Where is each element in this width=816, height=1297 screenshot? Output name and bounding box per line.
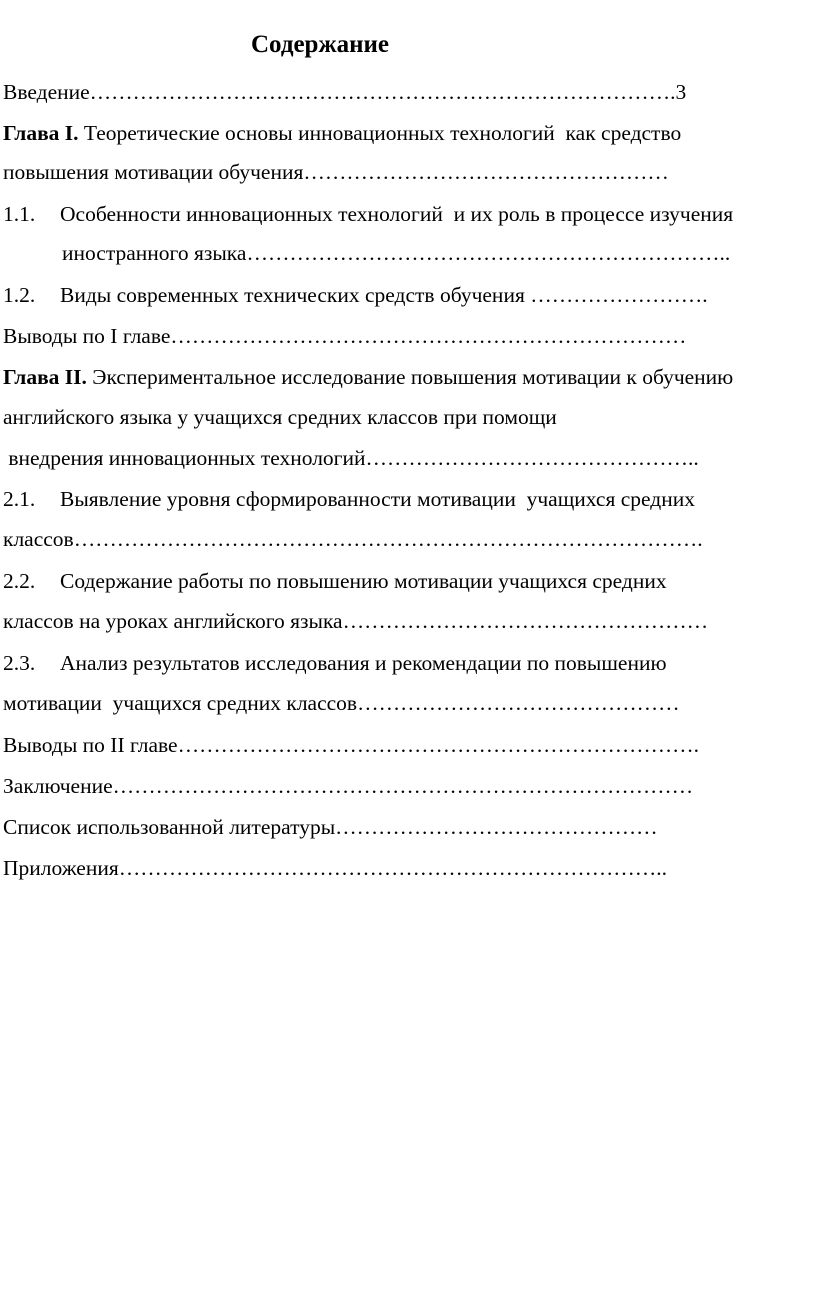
section-2-2-number: 2.2. <box>3 569 36 593</box>
page-title: Содержание <box>250 31 389 58</box>
toc-section-1-2 <box>3 280 708 310</box>
section-2-1-number: 2.1. <box>3 487 36 511</box>
toc-section-2-2-cont: классов на уроках английского языка…………………………………………… <box>3 609 709 633</box>
toc-chapter-1 <box>3 118 681 148</box>
toc-references: Список использованной литературы……………………………………… <box>3 815 658 839</box>
toc-intro: Введение……………………………………………………………………….3 <box>3 80 687 104</box>
toc-conclusions-1: Выводы по I главе……………………………………………………………… <box>3 324 687 348</box>
toc-chapter-2-cont-2: внедрения инновационных технологий……………………………………….. <box>3 446 699 470</box>
toc-section-2-3 <box>3 648 667 678</box>
chapter-1-title: Теоретические основы инновационных технологий как средство <box>78 121 682 145</box>
section-1-1-number: 1.1. <box>3 202 36 226</box>
section-2-1-title: Выявление уровня сформированности мотивации учащихся средних <box>60 487 695 511</box>
section-1-2-title: Виды современных технических средств обучения ……………………. <box>60 283 708 307</box>
chapter-2-label: Глава II. <box>3 365 87 389</box>
section-2-3-number: 2.3. <box>3 651 36 675</box>
toc-section-2-1-cont: классов……………………………………………………………………………. <box>3 527 703 551</box>
toc-section-1-1 <box>3 199 733 229</box>
toc-chapter-2-cont-1: английского языка у учащихся средних классов при помощи <box>3 405 557 429</box>
chapter-2-title: Экспериментальное исследование повышения мотивации к обучению <box>86 365 734 389</box>
toc-chapter-2 <box>3 362 733 392</box>
toc-conclusion: Заключение……………………………………………………………………… <box>3 774 694 798</box>
chapter-1-label: Глава I. <box>3 121 79 145</box>
toc-section-2-3-cont: мотивации учащихся средних классов……………………………………… <box>3 691 680 715</box>
toc-section-2-1 <box>3 484 695 514</box>
toc-section-2-2 <box>3 566 667 596</box>
toc-appendices: Приложения………………………………………………………………….. <box>3 856 667 880</box>
section-1-2-number: 1.2. <box>3 283 36 307</box>
section-2-3-title: Анализ результатов исследования и рекомендации по повышению <box>60 651 667 675</box>
toc-conclusions-2: Выводы по II главе………………………………………………………………. <box>3 733 699 757</box>
toc-section-1-1-cont: иностранного языка………………………………………………………….. <box>62 241 731 265</box>
section-2-2-title: Содержание работы по повышению мотивации учащихся средних <box>60 569 667 593</box>
toc-chapter-1-cont: повышения мотивации обучения…………………………………………… <box>3 160 669 184</box>
section-1-1-title: Особенности инновационных технологий и их роль в процессе изучения <box>60 202 734 226</box>
